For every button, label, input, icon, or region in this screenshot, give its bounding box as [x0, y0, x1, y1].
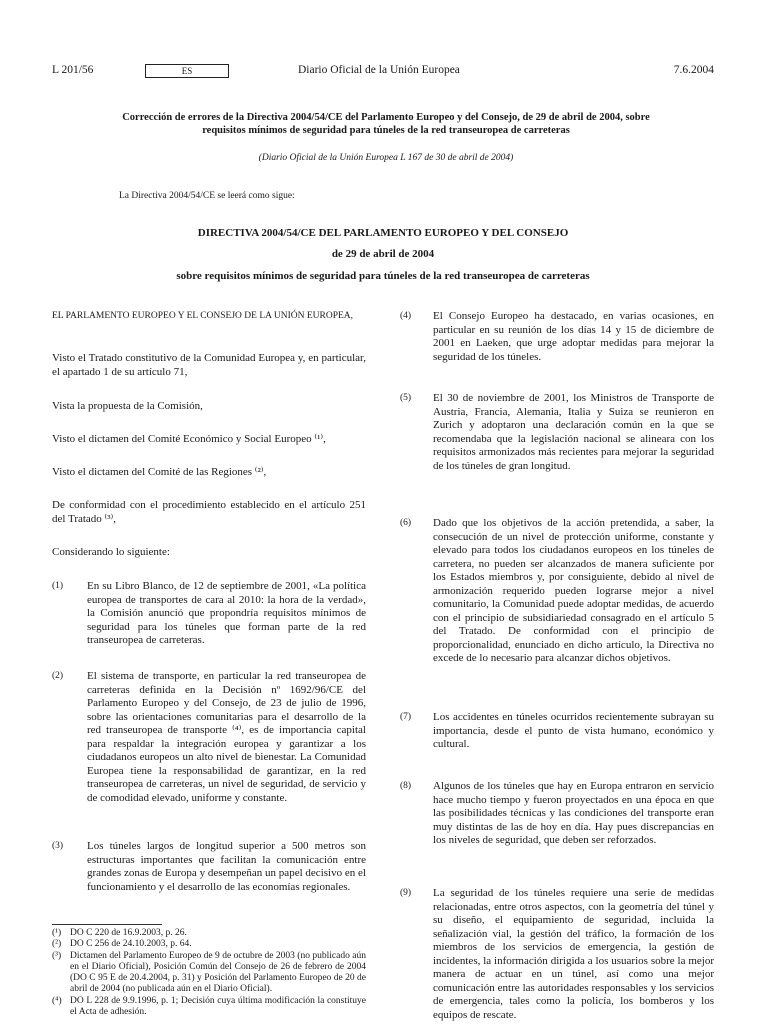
footnote-text: DO C 220 de 16.9.2003, p. 26. [70, 928, 187, 938]
footnote-4 [52, 996, 366, 1019]
directive-subject: sobre requisitos mínimos de seguridad para túneles de la red transeuropea de carreteras [176, 270, 590, 282]
footnote-2 [52, 939, 366, 950]
recital-text: El 30 de noviembre de 2001, los Ministros de Transporte de Austria, Francia, Alemania, Italia y Suiza se reunieron en Zurich y adoptaron una declaración común en la que se recomendaba que la legislación nacional se alineara con los requisitos armonizados más recientes para mejorar la seguridad de los túneles de gran longitud. [433, 392, 714, 472]
directive-title: DIRECTIVA 2004/54/CE DEL PARLAMENTO EUROPEO Y DEL CONSEJO [197, 227, 569, 239]
recital-text: El sistema de transporte, en particular la red transeuropea de carreteras definida en la Decisión nº 1692/96/CE del Parlamento Europeo y del Consejo, de 23 de julio de 1996, sobre las orientaciones comunitarias para el desarrollo de la red transeuropea de transporte ⁽⁴⁾, es de importancia capital para respaldar la integración europea y garantizar a los ciudadanos europeos un alto nivel de bienestar. La Comunidad Europea tiene la responsabilidad de garantizar, en la red transeuropea de carreteras, un nivel de seguridad, de servicio y de comodidad elevado, uniforme y constante. [87, 670, 366, 804]
footnote-mark: (²) [52, 939, 62, 950]
recital-text: Dado que los objetivos de la acción pretendida, a saber, la consecución de un nivel de protección uniforme, constante y elevado para todos los ciudadanos europeos en los túneles de carretera, no pueden ser alcanzados de manera suficiente por los Estados miembros y, por consiguiente, debido al nivel de armonización requerido pueden lograrse mejor a nivel comunitario, la Comunidad puede adoptar medidas, de acuerdo con el principio de subsidiariedad consagrado en el artículo 5 del Tratado. De conformidad con el principio de proporcionalidad, enunciado en dicho artículo, la Directiva no excede de lo necesario para alcanzar dichos objetivos. [433, 517, 714, 664]
recital-number: (9) [400, 888, 412, 898]
recital-7 [400, 711, 714, 756]
recital-4 [400, 310, 714, 370]
recital-text: Algunos de los túneles que hay en Europa entraron en servicio hace mucho tiempo y fueron proyectados en una época en que las posibilidades técnicas y las condiciones del transporte eran muy distintas de las de hoy en día. Hay pues discrepancias en los niveles de seguridad, que deben ser reforzados. [433, 780, 714, 846]
footnote-mark: (⁴) [52, 995, 62, 1006]
preamble-visto-cese: Visto el dictamen del Comité Económico y Social Europeo ⁽¹⁾, [52, 433, 326, 445]
recital-text: El Consejo Europeo ha destacado, en varias ocasiones, en particular en su reunión de los días 14 y 15 de diciembre de 2001 en Laeken, que urge adoptar medidas para mejorar la seguridad de los túneles. [433, 310, 714, 363]
recital-number: (6) [400, 518, 412, 528]
recital-text: Los túneles largos de longitud superior a 500 metros son estructuras importantes que facilitan la comunicación entre grandes zonas de Europa y desempeñan un papel decisivo en el funcionamiento y el desarrollo de las economías regionales. [87, 840, 366, 893]
recital-text: Los accidentes en túneles ocurridos recientemente subrayan su importancia, desde el punto de vista humano, económico y cultural. [433, 711, 714, 750]
recital-number: (4) [400, 311, 412, 321]
language-box: ES [145, 64, 229, 78]
footnote-divider [52, 924, 162, 925]
recital-number: (7) [400, 712, 412, 722]
footnote-mark: (³) [52, 950, 62, 961]
footnote-text: DO C 256 de 24.10.2003, p. 64. [70, 939, 192, 950]
journal-code: L 201/56 [52, 64, 94, 76]
page-header [52, 62, 714, 80]
recital-number: (1) [52, 581, 64, 591]
footnote-text: Dictamen del Parlamento Europeo de 9 de octubre de 2003 (no publicado aún en el Diario Oficial), Posición Común del Consejo de 26 de febrero de 2004 (DO C 95 E de 20.4.2004, p. 31) y Posición del Parlamento Europeo de 20 de abril de 2004 (no publicada aún en el Diario Oficial). [70, 950, 366, 995]
preamble-authors: EL PARLAMENTO EUROPEO Y EL CONSEJO DE LA UNIÓN EUROPEA, [52, 311, 354, 321]
recital-8 [400, 780, 714, 865]
correction-reference: (Diario Oficial de la Unión Europea L 167 de 30 de abril de 2004) [258, 153, 514, 163]
footnote-mark: (¹) [52, 928, 62, 938]
footnotes [52, 928, 366, 1018]
preamble-visto-tratado: Visto el Tratado constitutivo de la Comunidad Europea y, en particular, el apartado 1 de su artículo 71, [52, 352, 366, 378]
recital-3 [52, 840, 366, 920]
recital-9 [400, 887, 714, 1022]
preamble-conformidad: De conformidad con el procedimiento establecido en el artículo 251 del Tratado ⁽³⁾, [52, 499, 366, 525]
publication-date: 7.6.2004 [673, 64, 714, 76]
recital-text: En su Libro Blanco, de 12 de septiembre de 2001, «La política europea de transportes de cara al 2010: la hora de la verdad», la Comisión anunció que propondría requisitos mínimos de seguridad para los túneles que forman parte de la red transeuropea de carreteras. [87, 580, 366, 646]
preamble-visto-propuesta: Vista la propuesta de la Comisión, [52, 400, 203, 412]
footnote-text: DO L 228 de 9.9.1996, p. 1; Decisión cuya última modificación la constituye el Acta de adhesión. [70, 995, 366, 1018]
recital-number: (8) [400, 781, 412, 791]
recital-number: (5) [400, 393, 412, 403]
recital-text: La seguridad de los túneles requiere una serie de medidas relacionadas, entre otros aspectos, con la geometría del túnel y su diseño, el equipamiento de seguridad, incluida la señalización vial, la gestión del tráfico, la formación de los miembros de los servicios de emergencia, la gestión de incidentes, la información dirigida a los usuarios sobre la mejor manera de actuar en un túnel, así como una mejor comunicación entre las autoridades responsables y los servicios de emergencia, tales como la policía, los bomberos y los equipos de rescate. [433, 887, 714, 1021]
reads-as-note: La Directiva 2004/54/CE se leerá como sigue: [119, 191, 295, 201]
preamble-visto-cdr: Visto el dictamen del Comité de las Regiones ⁽²⁾, [52, 466, 267, 478]
recital-number: (2) [52, 671, 64, 681]
recital-number: (3) [52, 841, 64, 851]
correction-title: Corrección de errores de la Directiva 2004/54/CE del Parlamento Europeo y del Consejo, de 29 de abril de 2004, sobre requisitos mínimos de seguridad para túneles de la red transeuropea de carreteras [122, 112, 650, 136]
preamble-considerando: Considerando lo siguiente: [52, 546, 170, 558]
footnote-1 [52, 928, 366, 939]
recital-6 [400, 517, 714, 687]
directive-date: de 29 de abril de 2004 [331, 248, 435, 260]
recital-2 [52, 670, 366, 830]
recital-5 [400, 392, 714, 492]
footnote-3 [52, 951, 366, 996]
recital-1 [52, 580, 366, 660]
journal-name: Diario Oficial de la Unión Europea [298, 64, 460, 76]
